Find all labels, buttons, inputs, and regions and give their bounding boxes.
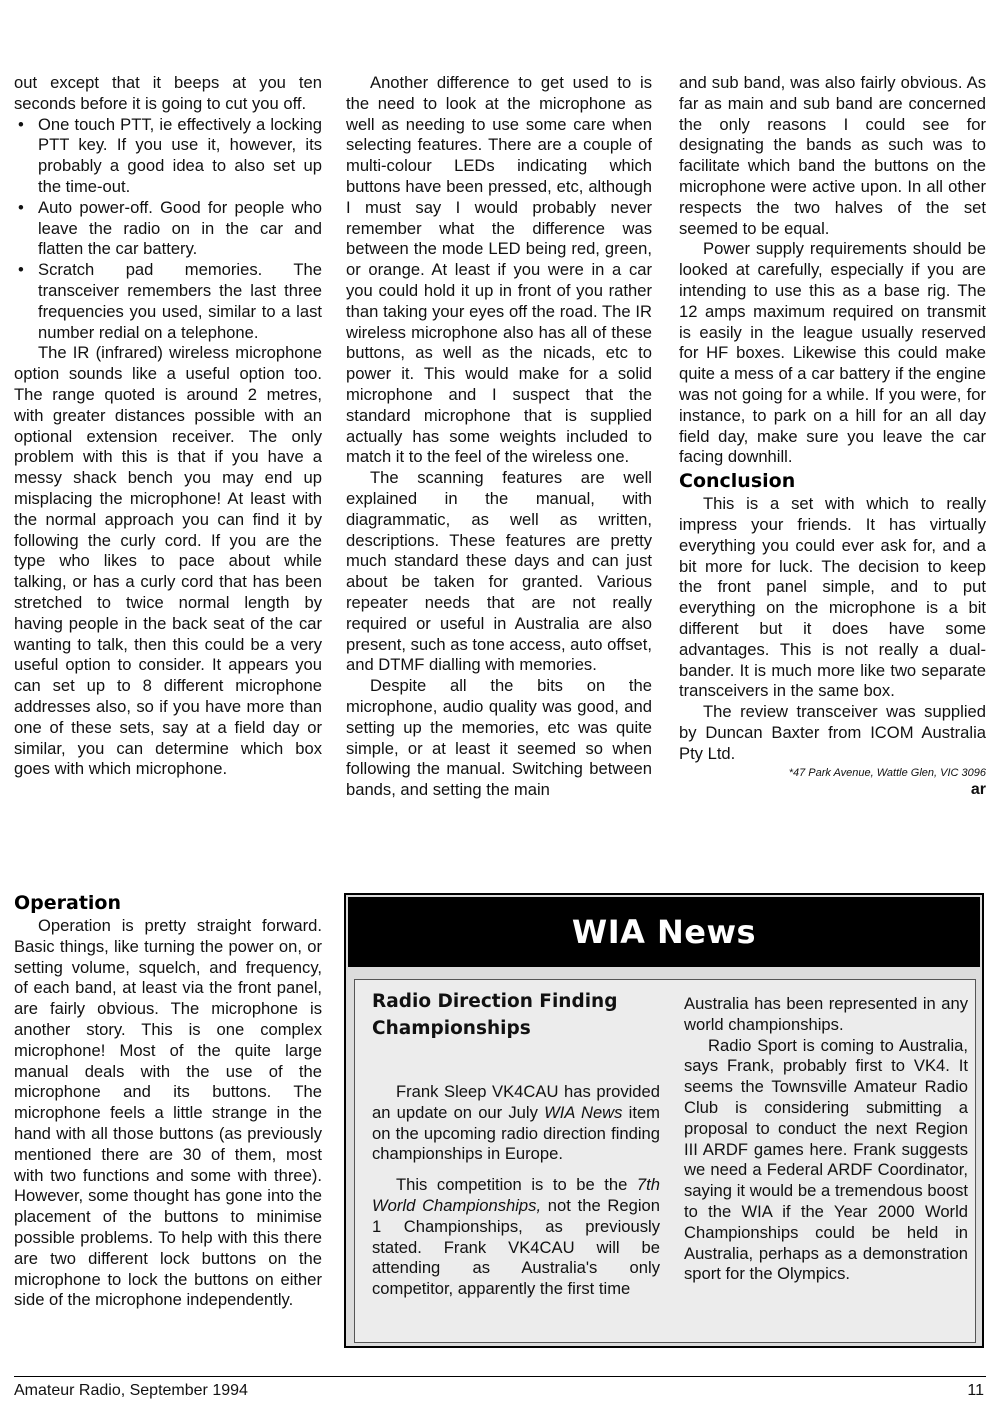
paragraph: The scanning features are well explained in the manual, with diagrammatic, as well as written, descriptions. These features are pretty much standard these days and can just about be taken for granted. Various repeater needs that are not really required or useful in Australia are also present, such as tone access, auto offset, and DTMF dialling with memories. <box>346 468 652 675</box>
list-item: • Scratch pad memories. The transceiver remembers the last three frequencies you used, similar to a last number redial on a telephone. <box>18 260 322 342</box>
paragraph: This competition is to be the 7th World Championships, not the Region 1 Championships, as previously stated. Frank VK4CAU will be attending as Australia's only competitor, apparently the first time <box>372 1175 660 1299</box>
article-column-2 <box>346 73 652 801</box>
end-mark: ar <box>970 780 986 798</box>
bullet-icon: • <box>18 260 24 280</box>
operation-section <box>14 890 322 1311</box>
paragraph: Power supply requirements should be looked at carefully, especially if you are intending to use this as a base rig. The 12 amps maximum required on transmit is easily in the league usually reserved for HF boxes. Likewise this could make quite a mess of a car battery if the engine was not going for a while. If you were, for instance, to park on a hill for an all day field day, make sure you leave the car facing downhill. <box>679 239 986 467</box>
paragraph: The review transceiver was supplied by Duncan Baxter from ICOM Australia Pty Ltd. <box>679 702 986 763</box>
emphasis: WIA News <box>544 1102 623 1122</box>
paragraph: The IR (infrared) wireless microphone option sounds like a useful option too. The range quoted is around 2 metres, with greater distances possible with an optional extension receiver. The only problem with this is that if you have a messy shack bench you may end up misplacing the microphone! At least with the normal approach you can find it by following the curly cord. If you are the type who likes to pace about while talking, or has a curly cord that has been stretched to twice normal length by having people in the back seat of the car wanting to talk, then this could be a very useful option to consider. It appears you can set up to 8 different microphone addresses also, so if you have more than one of these sets, say at a field day or similar, you can determine which box goes with which microphone. <box>14 343 322 779</box>
article-column-1 <box>14 73 322 780</box>
paragraph: Australia has been represented in any world championships. <box>684 994 968 1034</box>
paragraph: out except that it beeps at you ten seconds before it is going to cut you off. <box>14 73 322 113</box>
feature-list <box>14 115 322 344</box>
wia-news-banner: WIA News <box>348 897 980 967</box>
news-column-1 <box>372 988 660 1300</box>
paragraph: Radio Sport is coming to Australia, says Frank, probably first to VK4. It seems the Townsville Amateur Radio Club is considering submitting a proposal to conduct the next Region III ARDF games here. Frank suggests we need a Federal ARDF Coordinator, saying it would be a tremendous boost to the WIA if the Year 2000 World Championships could be held in Australia, perhaps as a demonstration sport for the Olympics. <box>684 1035 968 1284</box>
footer-divider <box>14 1376 986 1377</box>
paragraph-text: Frank Sleep VK4CAU has provided an update on our July WIA News item on the upcoming radio direction finding championships in Europe. <box>372 1082 660 1164</box>
news-title: Radio Direction Finding Championships <box>372 991 618 1039</box>
news-article <box>354 979 976 1343</box>
paragraph: This is a set with which to really impress your friends. It has virtually everything you could ever ask for, and a bit more for luck. The decision to keep the front panel simple, and to put everything on the microphone is a bit different but it does have some advantages. This is not really a dual-bander. It is much more like two separate transceivers in the same box. <box>679 494 986 701</box>
emphasis: 7th World Championships, <box>372 1175 660 1215</box>
article-column-3 <box>679 73 986 799</box>
news-column-2 <box>684 994 968 1285</box>
list-item: • Auto power-off. Good for people who leave the radio on in the car and flatten the car battery. <box>18 197 322 259</box>
section-heading-conclusion: Conclusion <box>679 470 796 493</box>
section-heading-operation: Operation <box>14 892 122 914</box>
paragraph: Despite all the bits on the microphone, audio quality was good, and setting up the memories, etc was quite simple, or at least it seemed so when following the manual. Switching between bands, and setting the main <box>346 676 652 800</box>
wia-news-box <box>344 893 984 1348</box>
paragraph: and sub band, was also fairly obvious. As far as main and sub band are concerned the only reasons I could see for designating the bands as such was to facilitate which band the buttons on the microphone were active upon. In all other respects the two halves of the set seemed to be equal. <box>679 73 986 238</box>
footer-publication: Amateur Radio, September 1994 <box>14 1382 248 1399</box>
paragraph: Another difference to get used to is the need to look at the microphone as well as needing to use some care when selecting features. There are a couple of multi-colour LEDs indicating which buttons have been pressed, etc, although I must say I would probably never remember what the difference was between the mode LED being red, green, or orange. At least if you were in a car you could hold it up in front of you rather than taking your eyes off the road. The IR wireless microphone also has all of these buttons, as well as the nicads, etc to power it. This would make for a solid microphone and I suspect that the standard microphone that is supplied actually has some weights included to match it to the feel of the wireless one. <box>346 73 652 467</box>
paragraph: Operation is pretty straight forward. Basic things, like turning the power on, or setting volume, squelch, and frequency, of each band, at least via the front panel, are fairly obvious. The microphone is another story. This is one complex microphone! Most of the quite large manual deals with the use of the microphone and its buttons. The microphone feels a little strange in the hand with all those buttons (as previously mentioned there are 30 of them, most with two functions and some with three). However, some thought has gone into the placement of the buttons to minimise possible problems. To help with this there are two different lock buttons on the microphone to lock the buttons on either side of the microphone independently. <box>14 916 322 1310</box>
paragraph <box>372 1082 660 1165</box>
list-item: • One touch PTT, ie effectively a locking PTT key. If you use it, however, its probably a good idea to also set up the time-out. <box>18 114 322 196</box>
bullet-icon: • <box>18 114 24 134</box>
bullet-icon: • <box>18 197 24 217</box>
author-address: *47 Park Avenue, Wattle Glen, VIC 3096 <box>788 766 986 779</box>
page-number: 11 <box>967 1382 984 1399</box>
